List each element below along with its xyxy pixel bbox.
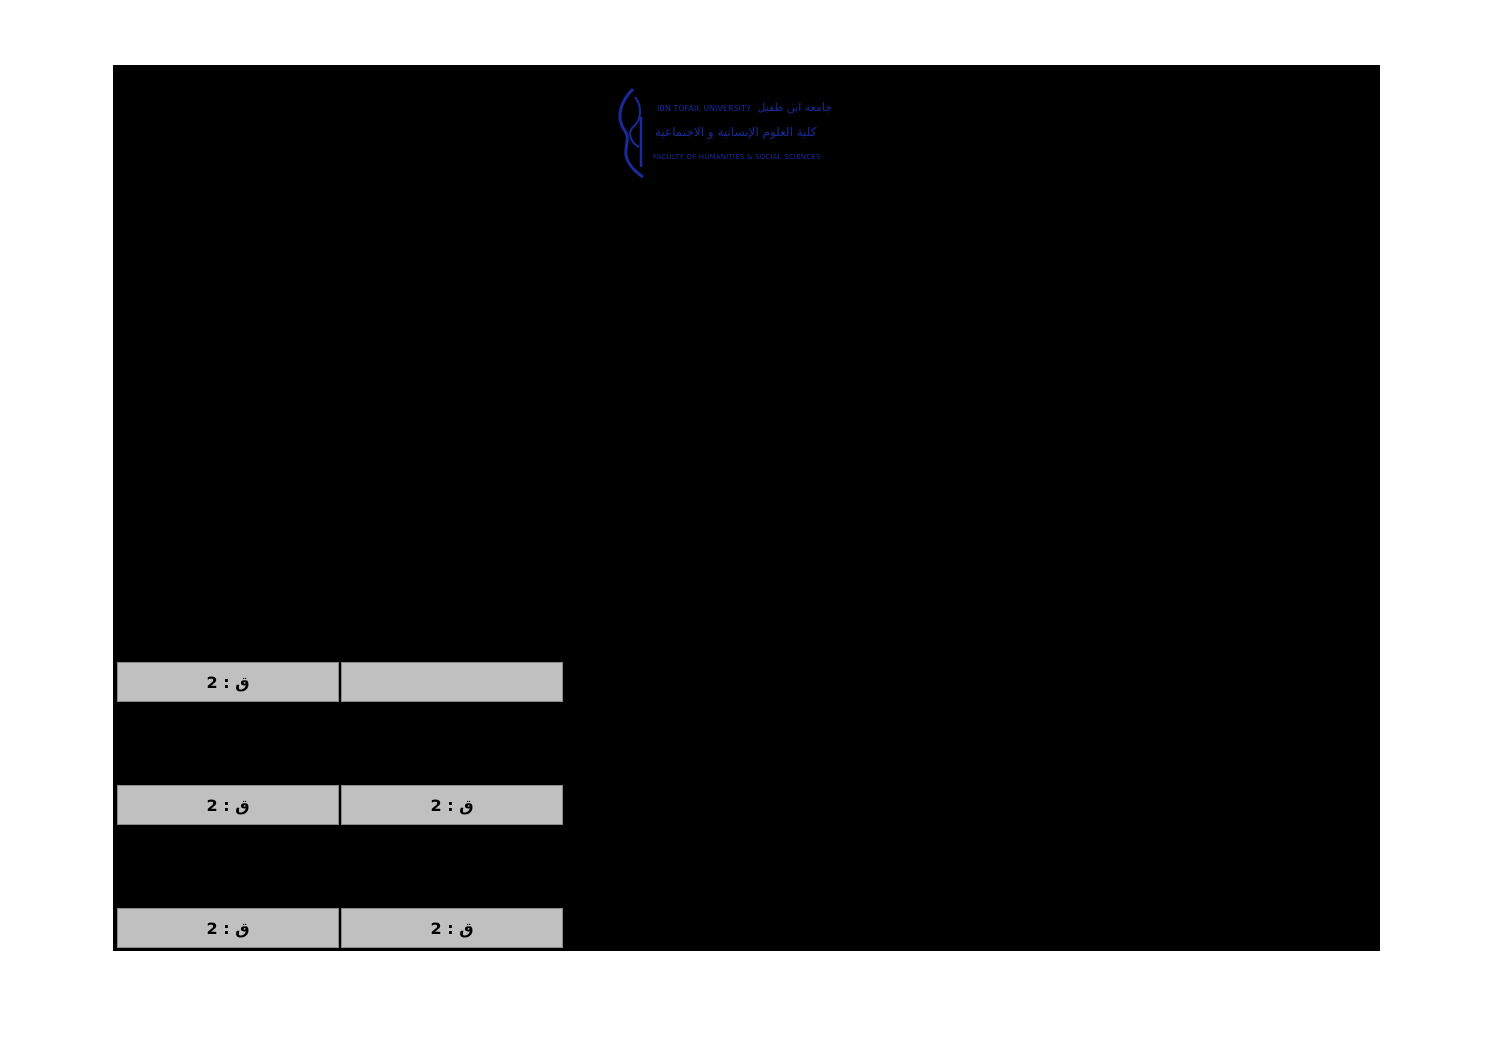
table-cell: ق : 2 [117, 785, 339, 825]
table-cell: ق : 2 [341, 785, 563, 825]
table-cell [341, 662, 563, 702]
logo-university-name-en: IBN TOFAIL UNIVERSITY [657, 104, 751, 113]
table-cell: ق : 2 [117, 662, 339, 702]
university-emblem-icon [613, 87, 653, 179]
logo-university-name-ar: جامعة ابن طفيل [757, 101, 833, 114]
logo-faculty-name-ar: كلية العلوم الإنسانية و الاجتماعية [655, 125, 817, 139]
university-logo [613, 87, 845, 179]
table-cell: ق : 2 [117, 908, 339, 948]
logo-faculty-name-en: FACULTY OF HUMANITIES & SOCIAL SCIENCES [653, 153, 821, 161]
document-page [113, 65, 1380, 951]
table-cell: ق : 2 [341, 908, 563, 948]
